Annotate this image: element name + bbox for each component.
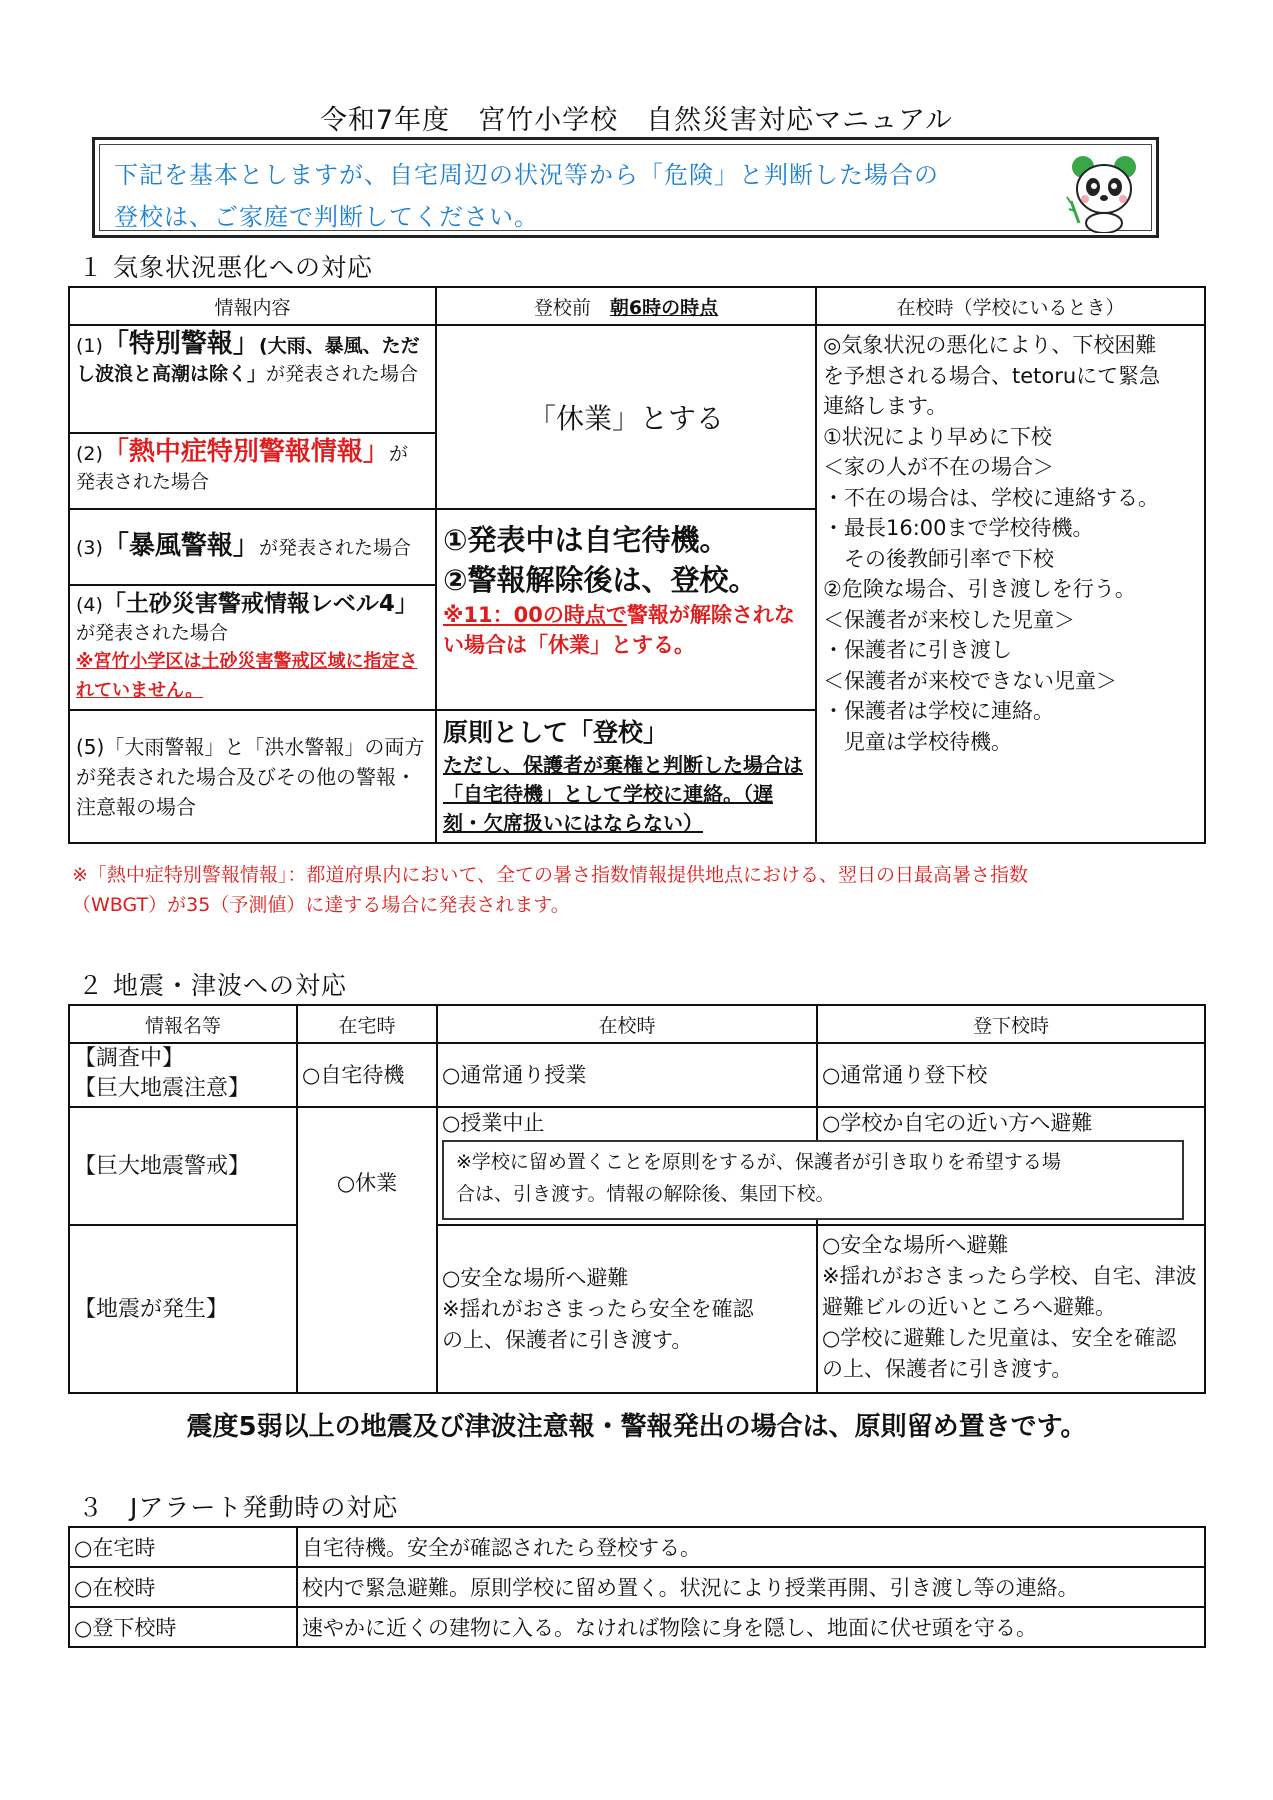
row-storm-warning: (3)「暴風警報」が発表された場合 <box>69 509 436 585</box>
jalert-table <box>68 1526 1206 1648</box>
eq-row1-commute: ○通常通り登下校 <box>817 1043 1205 1107</box>
jalert-text-home: 自宅待機。安全が確認されたら登校する。 <box>297 1527 1205 1567</box>
attend-title: 原則として「登校」 <box>443 718 669 747</box>
eq-row1-name: 【調査中】 【巨大地震注意】 <box>69 1043 297 1107</box>
eq-row1-home: ○自宅待機 <box>297 1043 437 1107</box>
page-title: 令和7年度 宮竹小学校 自然災害対応マニュアル <box>319 105 954 136</box>
notice-line-2: 登校は、ご家庭で判断してください。 <box>114 203 539 231</box>
row-heavy-rain: (5)「大雨警報」と「洪水警報」の両方が発表された場合及びその他の警報・注意報の場合 <box>69 710 436 843</box>
notice-inner-border <box>99 144 1152 231</box>
jalert-text-commute: 速やかに近くの建物に入る。なければ物陰に身を隠し、地面に伏せ頭を守る。 <box>297 1607 1205 1647</box>
earthquake-emphasis: 震度5弱以上の地震及び津波注意報・警報発出の場合は、原則留め置きです。 <box>186 1412 1087 1442</box>
eq-row2-note <box>442 1140 1184 1220</box>
at-school-line: ・保護者に引き渡し <box>823 638 1012 662</box>
row-special-warning: (1)「特別警報」(大雨、暴風、ただし波浪と高潮は除く」が発表された場合 <box>69 325 436 433</box>
eq-note-line-2: 合は、引き渡す。情報の解除後、集団下校。 <box>456 1183 835 1205</box>
at-school-line: ＜保護者が来校できない児童＞ <box>823 668 1117 693</box>
before-closure: 「休業」とする <box>436 325 816 509</box>
eq-row2-name: 【巨大地震警戒】 <box>69 1107 297 1225</box>
header-at-school: 在校時（学校にいるとき） <box>816 287 1205 325</box>
at-school-line: 連絡します。 <box>823 394 948 418</box>
before-attend <box>436 710 816 843</box>
header-home: 在宅時 <box>297 1005 437 1043</box>
standby-note: ※11：00の時点で警報が解除されない場合は「休業」とする。 <box>443 603 795 657</box>
footnote-line-1: ※「熱中症特別警報情報」：都道府県内において、全ての暑さ指数情報提供地点における、翌日の日最高暑さ指数 <box>72 864 1029 886</box>
eq-row2-commute: ○学校か自宅の近い方へ避難 <box>817 1107 1205 1225</box>
footnote-line-2: （WBGT）が35（予測値）に達する場合に発表されます。 <box>72 894 570 916</box>
header-before-school: 登校前 朝6時の時点 <box>436 287 816 325</box>
at-school-line: ・不在の場合は、学校に連絡する。 <box>823 485 1159 510</box>
notice-box <box>92 137 1159 238</box>
panda-icon <box>1065 151 1145 233</box>
at-school-line: ①状況により早めに下校 <box>823 424 1052 449</box>
jalert-label-home: ○在宅時 <box>69 1527 297 1567</box>
header-school: 在校時 <box>437 1005 817 1043</box>
section2-heading: ２ 地震・津波への対応 <box>78 971 347 1000</box>
section1-heading: １ 気象状況悪化への対応 <box>78 253 373 282</box>
eq-home-closure: ○休業 <box>297 1107 437 1393</box>
at-school-line: 児童は学校待機。 <box>823 729 1012 754</box>
at-school-line: ◎気象状況の悪化により、下校困難 <box>823 333 1157 357</box>
at-school-line: ＜保護者が来校した児童＞ <box>823 607 1075 632</box>
jalert-text-school: 校内で緊急避難。原則学校に留め置く。状況により授業再開、引き渡し等の連絡。 <box>297 1567 1205 1607</box>
at-school-line: を予想される場合、tetoruにて緊急 <box>823 363 1161 388</box>
header-info: 情報内容 <box>69 287 436 325</box>
eq-row1-school: ○通常通り授業 <box>437 1043 817 1107</box>
at-school-line: その後教師引率で下校 <box>823 546 1054 571</box>
at-school-line: ②危険な場合、引き渡しを行う。 <box>823 577 1136 601</box>
at-school-line: ・保護者は学校に連絡。 <box>823 699 1054 723</box>
header-commute: 登下校時 <box>817 1005 1205 1043</box>
weather-table <box>68 286 1206 844</box>
at-school-instructions <box>816 325 1205 843</box>
jalert-label-school: ○在校時 <box>69 1567 297 1607</box>
header-info-name: 情報名等 <box>69 1005 297 1043</box>
standby-line-1: ①発表中は自宅待機。 <box>443 523 729 557</box>
eq-row3-name: 【地震が発生】 <box>69 1225 297 1393</box>
attend-text: ただし、保護者が棄権と判断した場合は「自宅待機」として学校に連絡。（遅刻・欠席扱いにはならない） <box>443 753 803 835</box>
at-school-line: ＜家の人が不在の場合＞ <box>823 455 1054 479</box>
standby-line-2: ②警報解除後は、登校。 <box>443 563 758 597</box>
eq-row3-school: ○安全な場所へ避難 ※揺れがおさまったら安全を確認 の上、保護者に引き渡す。 <box>437 1225 817 1393</box>
section3-heading: ３ Jアラート発動時の対応 <box>78 1493 399 1522</box>
eq-row3-commute: ○安全な場所へ避難 ※揺れがおさまったら学校、自宅、津波 避難ビルの近いところへ避難。 ○学校に避難した児童は、安全を確認 の上、保護者に引き渡す。 <box>817 1225 1205 1393</box>
eq-note-line-1: ※学校に留め置くことを原則をするが、保護者が引き取りを希望する場 <box>456 1151 1061 1173</box>
eq-row2-school: ○授業中止 <box>437 1107 817 1225</box>
at-school-line: ・最長16:00まで学校待機。 <box>823 516 1094 540</box>
jalert-label-commute: ○登下校時 <box>69 1607 297 1647</box>
before-standby <box>436 509 816 710</box>
notice-line-1: 下記を基本としますが、自宅周辺の状況等から「危険」と判断した場合の <box>114 161 939 189</box>
row-landslide: (4)「土砂災害警戒情報レベル4」 が発表された場合 ※宮竹小学区は土砂災害警戒区域に指定されていません。 <box>69 585 436 710</box>
row-heatstroke: (2)「熱中症特別警報情報」が 発表された場合 <box>69 433 436 509</box>
